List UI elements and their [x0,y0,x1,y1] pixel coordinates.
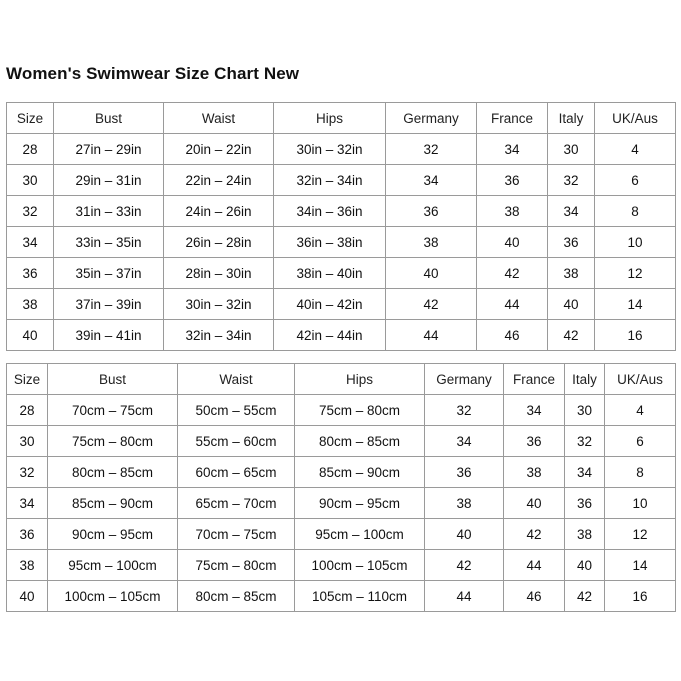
table-cell: 10 [605,488,676,519]
table-cell: 44 [504,550,565,581]
table-cell: 40 [565,550,605,581]
header-row [7,103,676,134]
table-cell: 32 [565,426,605,457]
table-cell: 36 [565,488,605,519]
table-cell: 12 [595,258,676,289]
table-cell: 38 [7,550,48,581]
table-cell: 50cm – 55cm [178,395,295,426]
table-row [7,320,676,351]
table-cell: 27in – 29in [54,134,164,165]
table-cell: 44 [425,581,504,612]
table-cell: 16 [595,320,676,351]
table-cell: 65cm – 70cm [178,488,295,519]
table-cell: 38 [477,196,548,227]
table-cell: 105cm – 110cm [295,581,425,612]
table-cell: 42in – 44in [274,320,386,351]
table-cell: 38 [504,457,565,488]
table-cell: 80cm – 85cm [48,457,178,488]
table-cell: 36 [425,457,504,488]
table-cell: 14 [595,289,676,320]
table-cell: 28in – 30in [164,258,274,289]
table-cell: 37in – 39in [54,289,164,320]
table-cell: 95cm – 100cm [295,519,425,550]
table-cell: 42 [504,519,565,550]
column-header: Italy [565,364,605,395]
table-cell: 36 [548,227,595,258]
table-cell: 42 [548,320,595,351]
table-cell: 4 [595,134,676,165]
table-cell: 100cm – 105cm [295,550,425,581]
table-cell: 32in – 34in [164,320,274,351]
table-row [7,519,676,550]
table-cell: 75cm – 80cm [48,426,178,457]
table-cell: 34 [504,395,565,426]
table-cell: 20in – 22in [164,134,274,165]
page-title: Women's Swimwear Size Chart New [6,64,300,83]
table-cell: 30 [7,165,54,196]
table-cell: 34 [565,457,605,488]
table-cell: 28 [7,395,48,426]
table-cell: 32in – 34in [274,165,386,196]
column-header: Germany [386,103,477,134]
table-cell: 31in – 33in [54,196,164,227]
table-cell: 40 [477,227,548,258]
table-row [7,289,676,320]
table-row [7,550,676,581]
column-header: Hips [274,103,386,134]
table-cell: 40in – 42in [274,289,386,320]
table-cell: 38 [386,227,477,258]
table-cell: 34 [7,227,54,258]
table-cell: 32 [7,457,48,488]
table-cell: 40 [386,258,477,289]
table-cell: 30 [565,395,605,426]
table-cell: 14 [605,550,676,581]
table-cell: 30 [548,134,595,165]
column-header: Bust [54,103,164,134]
column-header: Italy [548,103,595,134]
table-row [7,395,676,426]
table-cell: 32 [7,196,54,227]
table-cell: 80cm – 85cm [178,581,295,612]
column-header: Size [7,103,54,134]
table-cell: 36 [477,165,548,196]
column-header: Germany [425,364,504,395]
table-row [7,196,676,227]
column-header: France [504,364,565,395]
table-row [7,227,676,258]
table-row [7,258,676,289]
table-cell: 38 [565,519,605,550]
table-cell: 6 [595,165,676,196]
table-row [7,165,676,196]
table-row [7,426,676,457]
table-cell: 44 [477,289,548,320]
table-cell: 12 [605,519,676,550]
table-row [7,488,676,519]
table-cell: 16 [605,581,676,612]
column-header: UK/Aus [595,103,676,134]
table-cell: 6 [605,426,676,457]
table-cell: 55cm – 60cm [178,426,295,457]
table-cell: 32 [548,165,595,196]
table-cell: 8 [595,196,676,227]
table-cell: 38 [7,289,54,320]
column-header: Size [7,364,48,395]
table-cell: 40 [7,320,54,351]
table-cell: 10 [595,227,676,258]
table-cell: 32 [425,395,504,426]
size-chart-cm-table [6,363,676,612]
table-cell: 100cm – 105cm [48,581,178,612]
table-cell: 46 [477,320,548,351]
table-row [7,134,676,165]
table-cell: 40 [504,488,565,519]
table-cell: 33in – 35in [54,227,164,258]
table-cell: 34 [425,426,504,457]
table-cell: 30 [7,426,48,457]
table-cell: 42 [477,258,548,289]
table-cell: 70cm – 75cm [48,395,178,426]
table-cell: 60cm – 65cm [178,457,295,488]
table-cell: 29in – 31in [54,165,164,196]
column-header: Waist [178,364,295,395]
table-cell: 30in – 32in [164,289,274,320]
table-cell: 42 [425,550,504,581]
table-cell: 39in – 41in [54,320,164,351]
table-cell: 35in – 37in [54,258,164,289]
table-cell: 44 [386,320,477,351]
table-cell: 85cm – 90cm [48,488,178,519]
table-cell: 34in – 36in [274,196,386,227]
table-cell: 90cm – 95cm [295,488,425,519]
table-cell: 4 [605,395,676,426]
table-cell: 95cm – 100cm [48,550,178,581]
table-cell: 22in – 24in [164,165,274,196]
table-cell: 70cm – 75cm [178,519,295,550]
table-cell: 38in – 40in [274,258,386,289]
table-cell: 34 [548,196,595,227]
table-cell: 36 [7,258,54,289]
column-header: Bust [48,364,178,395]
column-header: France [477,103,548,134]
table-cell: 36 [7,519,48,550]
table-cell: 26in – 28in [164,227,274,258]
table-cell: 38 [548,258,595,289]
table-cell: 42 [565,581,605,612]
table-cell: 34 [386,165,477,196]
column-header: UK/Aus [605,364,676,395]
table-cell: 28 [7,134,54,165]
table-cell: 85cm – 90cm [295,457,425,488]
table-cell: 30in – 32in [274,134,386,165]
table-cell: 75cm – 80cm [178,550,295,581]
table-cell: 46 [504,581,565,612]
table-cell: 36in – 38in [274,227,386,258]
table-cell: 24in – 26in [164,196,274,227]
table-cell: 40 [425,519,504,550]
header-row [7,364,676,395]
table-row [7,581,676,612]
table-cell: 34 [7,488,48,519]
table-cell: 8 [605,457,676,488]
table-cell: 40 [548,289,595,320]
table-cell: 36 [504,426,565,457]
table-cell: 34 [477,134,548,165]
table-cell: 42 [386,289,477,320]
table-cell: 38 [425,488,504,519]
table-cell: 36 [386,196,477,227]
column-header: Hips [295,364,425,395]
size-chart-inches-table [6,102,676,351]
table-cell: 40 [7,581,48,612]
table-row [7,457,676,488]
table-cell: 80cm – 85cm [295,426,425,457]
column-header: Waist [164,103,274,134]
table-cell: 32 [386,134,477,165]
table-cell: 90cm – 95cm [48,519,178,550]
table-cell: 75cm – 80cm [295,395,425,426]
